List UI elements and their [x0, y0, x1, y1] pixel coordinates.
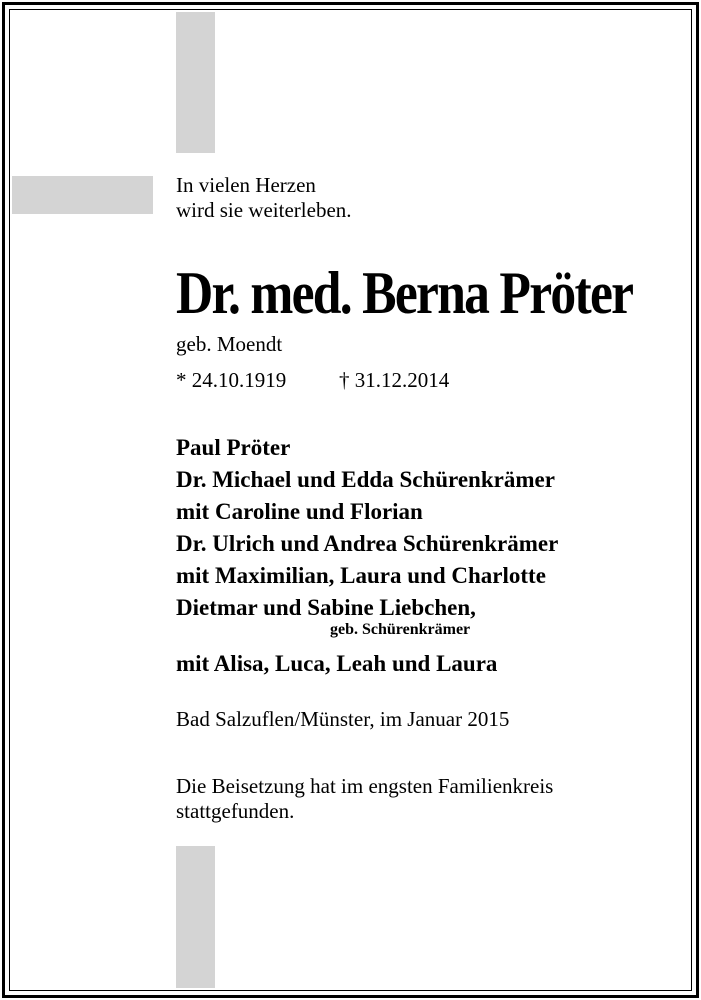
family-line: mit Alisa, Luca, Leah und Laura	[176, 651, 498, 676]
motto	[176, 173, 352, 223]
family-line: mit Caroline und Florian	[176, 499, 423, 524]
family-list	[176, 432, 558, 680]
deceased-name: Dr. med. Berna Pröter	[176, 260, 633, 326]
motto-line: wird sie weiterleben.	[176, 198, 352, 222]
motto-line: In vielen Herzen	[176, 173, 316, 197]
birth-date: * 24.10.1919	[176, 368, 287, 392]
birth-name: geb. Moendt	[176, 332, 283, 356]
burial-line: stattgefunden.	[176, 799, 295, 823]
family-line: Dr. Ulrich und Andrea Schürenkrämer	[176, 531, 559, 556]
place-date: Bad Salzuflen/Münster, im Januar 2015	[176, 707, 510, 731]
death-date: † 31.12.2014	[339, 368, 450, 392]
family-maiden-name: geb. Schürenkrämer	[330, 621, 471, 638]
family-line: Paul Pröter	[176, 435, 291, 460]
burial-line: Die Beisetzung hat im engsten Familienkreis	[176, 774, 554, 798]
cross-bar-bottom	[176, 846, 215, 988]
family-line: mit Maximilian, Laura und Charlotte	[176, 563, 546, 588]
burial-note	[176, 774, 553, 824]
cross-bar-left	[12, 176, 153, 214]
family-line: Dr. Michael und Edda Schürenkrämer	[176, 467, 555, 492]
life-dates	[176, 367, 450, 393]
cross-bar-top	[176, 12, 215, 153]
family-line: Dietmar und Sabine Liebchen,	[176, 595, 476, 620]
